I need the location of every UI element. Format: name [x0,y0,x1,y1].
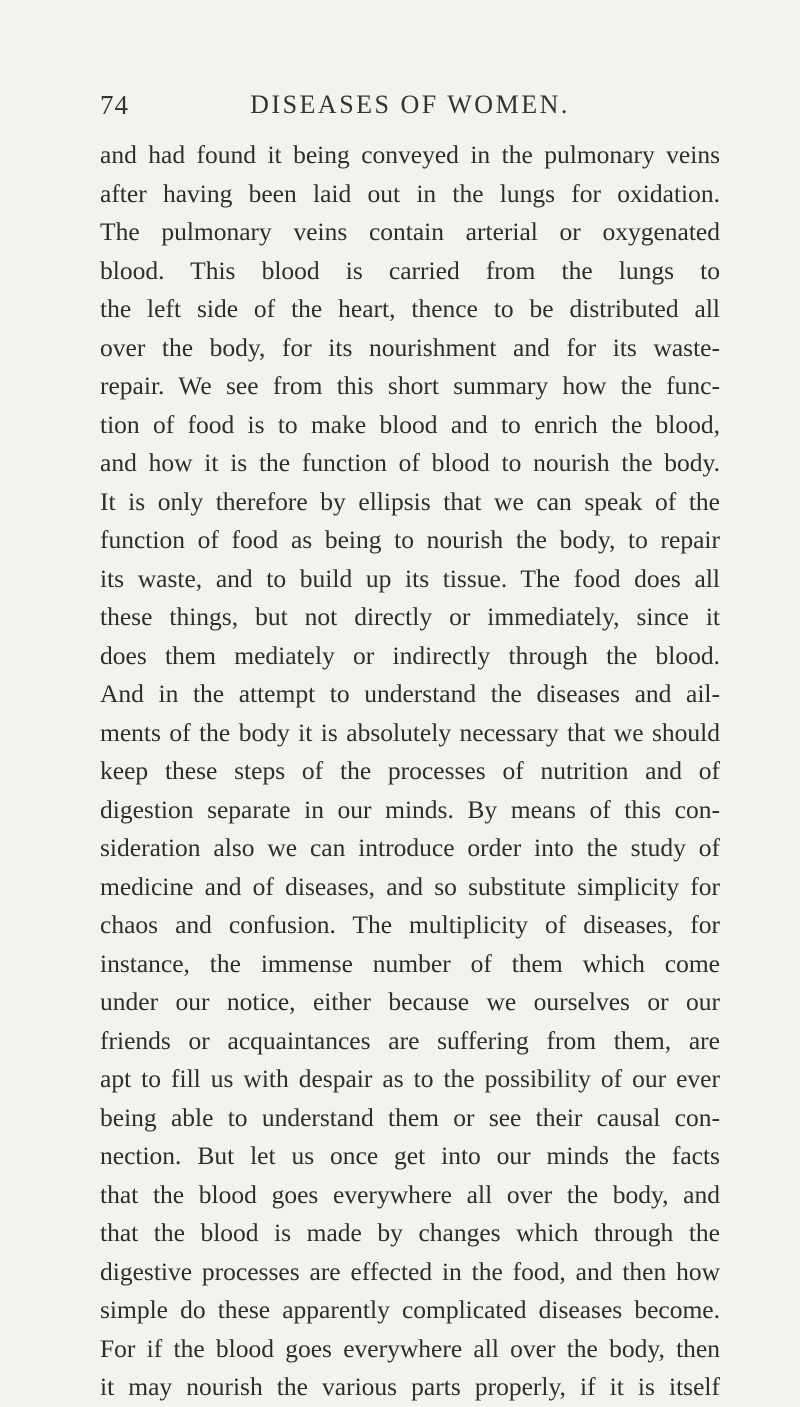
text-line: over the body, for its nourishment and for its waste- [100,332,720,362]
text-line: its waste, and to build up its tissue. The food does all [100,563,720,593]
text-line: function of food as being to nourish the body, to repair [100,525,720,554]
text-line: the left side of the heart, thence to be distributed all [100,294,720,323]
text-line: sideration also we can introduce order into the study of [100,833,720,862]
text-line: The pulmonary veins contain arterial or oxygenated [100,217,720,246]
text-line: For if the blood goes everywhere all over the body, then [100,1333,720,1363]
text-line: instance, the immense number of them which come [100,948,720,978]
text-line: does them mediately or indirectly through the blood. [100,640,720,670]
text-line: chaos and confusion. The multiplicity of diseases, for [100,910,720,939]
body-text [100,136,720,1407]
text-line: under our notice, either because we ourselves or our [100,987,720,1016]
text-line: repair. We see from this short summary how the func- [100,371,720,400]
text-line: apt to fill us with despair as to the possibility of our ever [100,1064,720,1093]
text-line: simple do these apparently complicated diseases become. [100,1295,720,1324]
text-line: being able to understand them or see their causal con- [100,1102,720,1132]
text-line: medicine and of diseases, and so substitute simplicity for [100,871,720,901]
text-line: it may nourish the various parts properly, if it is itself [100,1372,720,1401]
text-line: And in the attempt to understand the diseases and ail- [100,679,720,708]
text-line: tion of food is to make blood and to enrich the blood, [100,409,720,439]
text-line: digestion separate in our minds. By means of this con- [100,794,720,824]
text-line: that the blood is made by changes which through the [100,1218,720,1247]
text-line: keep these steps of the processes of nutrition and of [100,756,720,785]
text-line: these things, but not directly or immediately, since it [100,602,720,631]
text-line: nection. But let us once get into our minds the facts [100,1141,720,1170]
text-line: It is only therefore by ellipsis that we can speak of the [100,486,720,516]
text-line: ments of the body it is absolutely necessary that we should [100,717,720,747]
text-line: digestive processes are effected in the food, and then how [100,1256,720,1286]
page-header [100,90,720,126]
text-line: blood. This blood is carried from the lungs to [100,255,720,285]
running-title: DISEASES OF WOMEN. [250,90,570,119]
text-line: and how it is the function of blood to nourish the body. [100,448,720,477]
page-number: 74 [100,90,129,120]
text-line: and had found it being conveyed in the pulmonary veins [100,140,720,169]
text-line: after having been laid out in the lungs for oxidation. [100,178,720,208]
text-line: that the blood goes everywhere all over the body, and [100,1179,720,1209]
text-line: friends or acquaintances are suffering from them, are [100,1025,720,1055]
